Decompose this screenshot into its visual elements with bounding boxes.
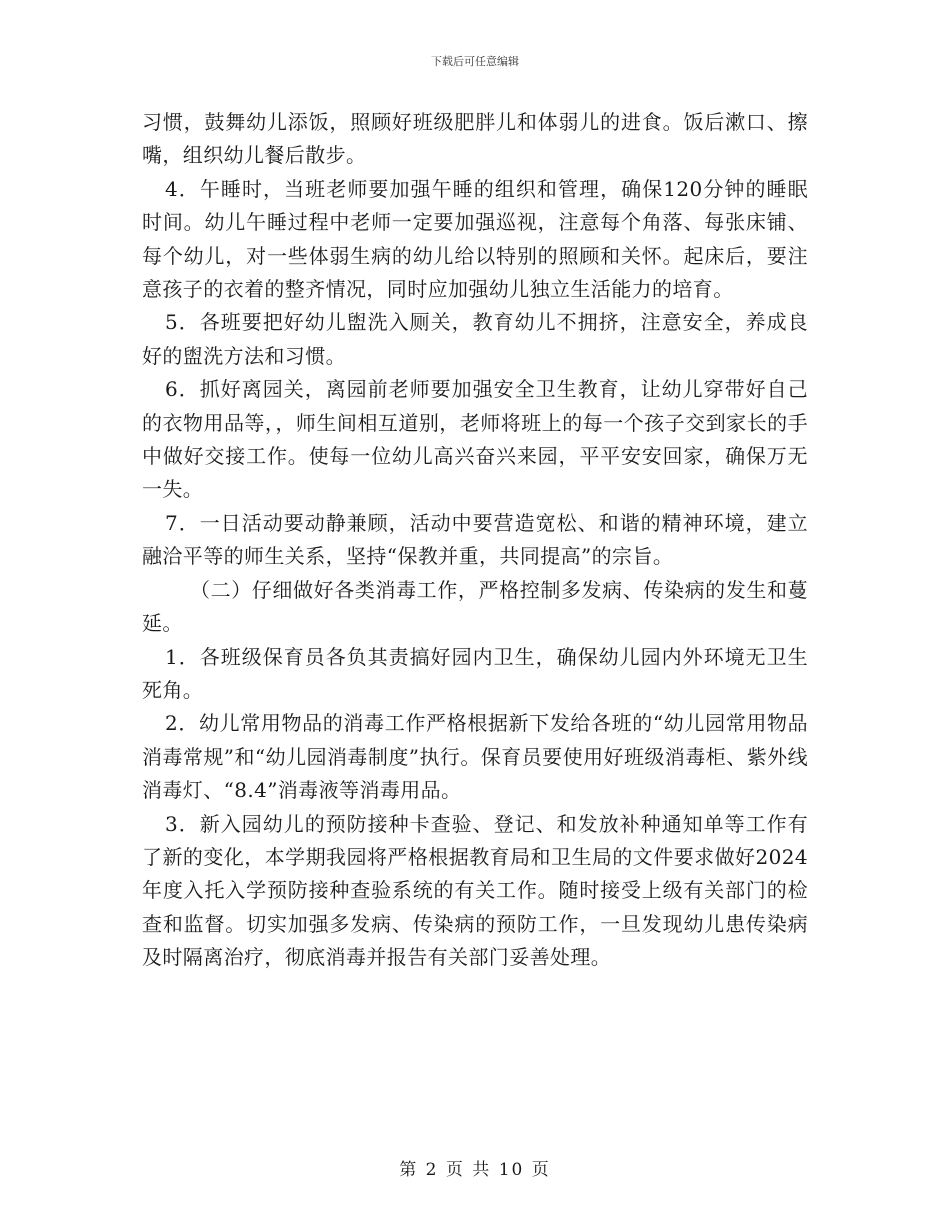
paragraph-item-6: 6．抓好离园关，离园前老师要加强安全卫生教育，让幼儿穿带好自己的衣物用品等，，师生间相互道别，老师将班上的每一个孩子交到家长的手中做好交接工作。使每一位幼儿高兴奋兴来园，平平安安回家，确保万无一失。: [142, 377, 808, 502]
paragraph-item-2: 2．幼儿常用物品的消毒工作严格根据新下发给各班的“幼儿园常用物品消毒常规”和“幼儿园消毒制度”执行。保育员要使用好班级消毒柜、紫外线消毒灯、“8.4”消毒液等消毒用品。: [142, 711, 808, 803]
page-header-note: 下载后可任意编辑: [431, 55, 519, 68]
paragraph-item-1: 1．各班级保育员各负其责搞好园内卫生，确保幼儿园内外环境无卫生死角。: [142, 644, 808, 702]
document-body: [142, 106, 808, 975]
paragraph-item-4: 4．午睡时，当班老师要加强午睡的组织和管理，确保120分钟的睡眠时间。幼儿午睡过程中老师一定要加强巡视，注意每个角落、每张床铺、每个幼儿，对一些体弱生病的幼儿给以特别的照顾和关怀。起床后，要注意孩子的衣着的整齐情况，同时应加强幼儿独立生活能力的培育。: [142, 176, 808, 302]
page-number: 第 2 页 共 10 页: [399, 1160, 551, 1180]
paragraph-continuation: 习惯，鼓舞幼儿添饭，照顾好班级肥胖儿和体弱儿的进食。饭后漱口、擦嘴，组织幼儿餐后散步。: [142, 110, 808, 168]
paragraph-item-7: 7．一日活动要动静兼顾，活动中要营造宽松、和谐的精神环境，建立融洽平等的师生关系，坚持“保教并重，共同提高”的宗旨。: [142, 510, 808, 569]
paragraph-item-5: 5．各班要把好幼儿盥洗入厕关，教育幼儿不拥挤，注意安全，养成良好的盥洗方法和习惯。: [142, 310, 808, 368]
section-heading-2: （二）仔细做好各类消毒工作，严格控制多发病、传染病的发生和蔓延。: [142, 577, 808, 636]
paragraph-item-3: 3．新入园幼儿的预防接种卡查验、登记、和发放补种通知单等工作有了新的变化，本学期我园将严格根据教育局和卫生局的文件要求做好2024年度入托入学预防接种查验系统的有关工作。随时接受上级有关部门的检查和监督。切实加强多发病、传染病的预防工作，一旦发现幼儿患传染病及时隔离治疗，彻底消毒并报告有关部门妥善处理。: [142, 811, 808, 970]
